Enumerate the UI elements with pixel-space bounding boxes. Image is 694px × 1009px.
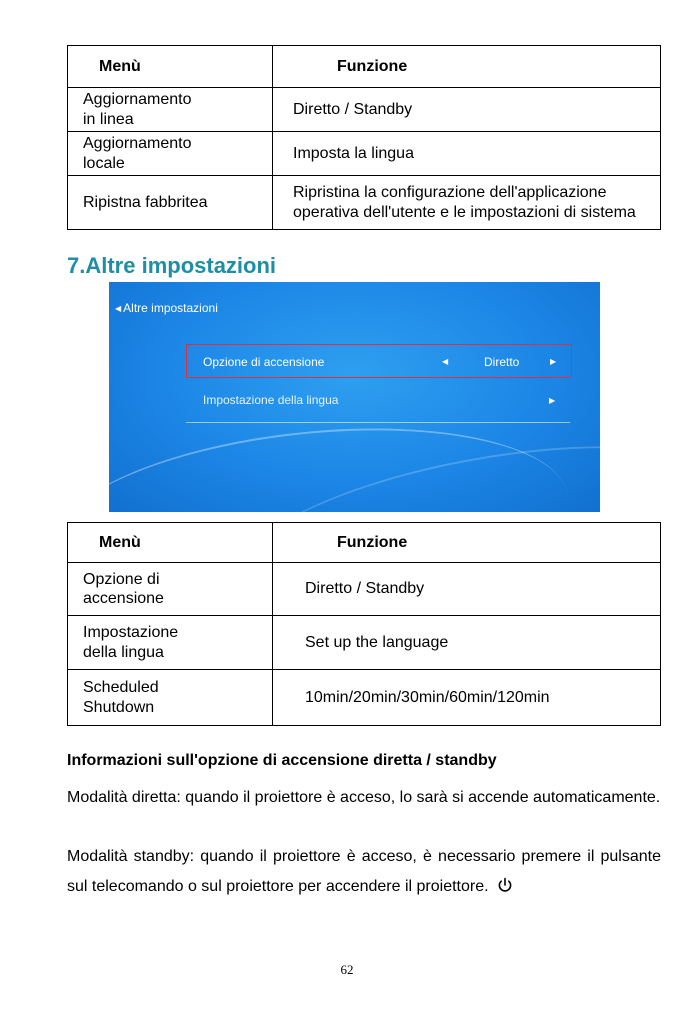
table-row bbox=[68, 563, 661, 616]
menu-line: Aggiornamento bbox=[83, 135, 192, 153]
header-function: Funzione bbox=[273, 46, 661, 88]
menu-line: Impostazione bbox=[83, 624, 179, 642]
function-line: Ripristina la configurazione dell'applicazione bbox=[293, 184, 607, 202]
right-arrow-icon[interactable]: ▶ bbox=[549, 396, 556, 405]
info-title: Informazioni sull'opzione di accensione diretta / standby bbox=[67, 752, 497, 769]
power-option-row[interactable] bbox=[186, 344, 572, 378]
function-cell bbox=[273, 176, 661, 230]
table-row bbox=[68, 670, 661, 726]
menu-line: della lingua bbox=[83, 643, 164, 661]
menu-line: Shutdown bbox=[83, 698, 155, 716]
function-line: operativa dell'utente e le impostazioni di sistema bbox=[293, 203, 636, 221]
table-row bbox=[68, 132, 661, 176]
back-arrow-icon: ◀ bbox=[115, 304, 122, 313]
function-cell: Diretto / Standby bbox=[273, 563, 661, 616]
function-cell: Imposta la lingua bbox=[273, 132, 661, 176]
standby-mode-text: Modalità standby: quando il proiettore è acceso, è necessario premere il pulsante sul telecomando o sul proiettore per accendere il proiettore. bbox=[67, 848, 661, 895]
power-icon bbox=[497, 877, 513, 893]
settings-table-2 bbox=[67, 522, 661, 726]
settings-table-1 bbox=[67, 45, 661, 230]
menu-cell bbox=[68, 616, 273, 670]
direct-mode-paragraph: Modalità diretta: quando il proiettore è acceso, lo sarà si accende automaticamente. bbox=[67, 789, 661, 806]
menu-line: in linea bbox=[83, 110, 134, 128]
menu-line: Aggiornamento bbox=[83, 91, 192, 109]
menu-line: accensione bbox=[83, 590, 164, 607]
settings-screenshot bbox=[109, 282, 600, 512]
table-row bbox=[68, 176, 661, 230]
menu-line: Opzione di bbox=[83, 570, 160, 588]
menu-cell: Ripistna fabbritea bbox=[68, 176, 273, 230]
left-arrow-icon[interactable]: ◀ bbox=[442, 357, 449, 366]
power-option-value: Diretto bbox=[484, 355, 520, 369]
header-function: Funzione bbox=[273, 523, 661, 563]
menu-cell bbox=[68, 563, 273, 616]
power-option-label: Opzione di accensione bbox=[203, 355, 325, 369]
menu-line: locale bbox=[83, 154, 125, 172]
standby-mode-paragraph bbox=[67, 842, 661, 902]
header-menu: Menù bbox=[68, 523, 273, 563]
menu-line: Scheduled bbox=[83, 679, 159, 697]
table-header-row bbox=[68, 46, 661, 88]
section-title: 7.Altre impostazioni bbox=[67, 253, 277, 278]
menu-cell bbox=[68, 132, 273, 176]
back-button[interactable] bbox=[115, 301, 218, 315]
menu-cell bbox=[68, 88, 273, 132]
function-cell: Diretto / Standby bbox=[273, 88, 661, 132]
divider bbox=[186, 422, 570, 423]
back-label: Altre impostazioni bbox=[123, 301, 218, 315]
menu-cell bbox=[68, 670, 273, 726]
function-cell: 10min/20min/30min/60min/120min bbox=[273, 670, 661, 726]
page-number: 62 bbox=[340, 962, 354, 977]
function-cell: Set up the language bbox=[273, 616, 661, 670]
language-option-label[interactable]: Impostazione della lingua bbox=[203, 393, 339, 407]
right-arrow-icon[interactable]: ▶ bbox=[550, 357, 557, 366]
table-row bbox=[68, 88, 661, 132]
table-row bbox=[68, 616, 661, 670]
header-menu: Menù bbox=[68, 46, 273, 88]
table-header-row bbox=[68, 523, 661, 563]
